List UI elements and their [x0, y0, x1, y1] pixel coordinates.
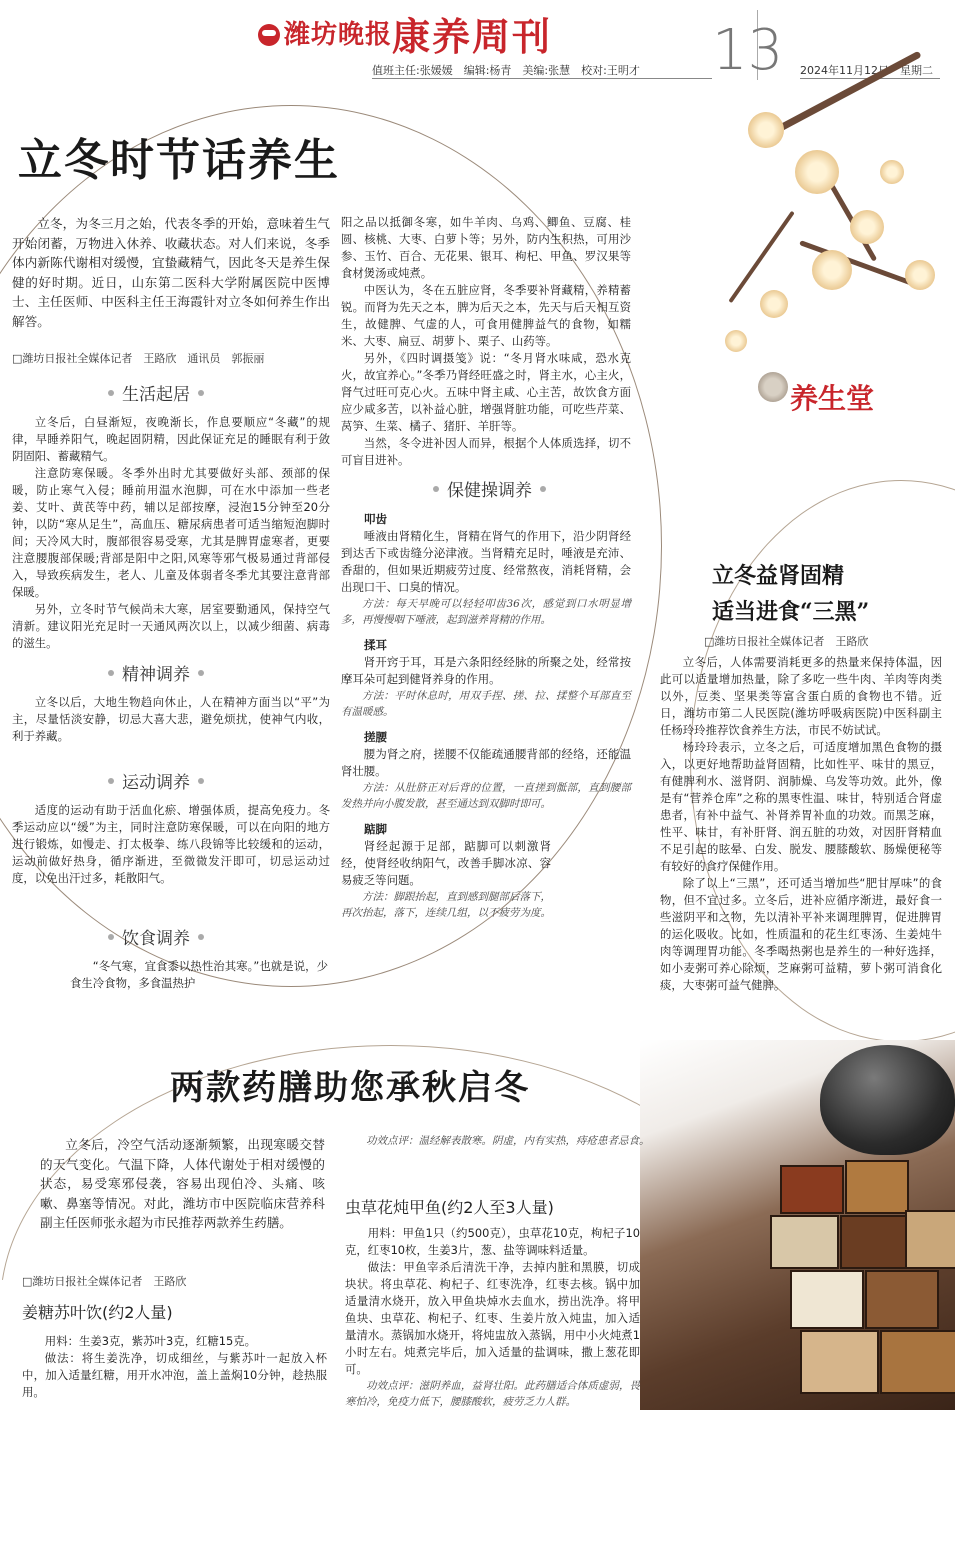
section-heading: 精神调养: [100, 660, 212, 685]
exercise-desc: 腰为肾之府，搓腰不仅能疏通腰背部的经络，还能温肾壮腰。: [341, 747, 631, 778]
section-body: [12, 414, 330, 652]
exercise-method: 方法：平时休息时，用双手捏、搓、拉、揉整个耳部直至有温暖感。: [341, 690, 631, 718]
article2-byline: □潍坊日报社全媒体记者 王路欣: [22, 1275, 187, 1288]
section-body: [70, 958, 328, 992]
exercise-desc: 肾开窍于耳，耳是六条阳经经脉的所聚之处，经常按摩耳朵可起到健肾养身的作用。: [341, 655, 631, 686]
paragraph: 中医认为，冬在五脏应肾，冬季要补肾藏精，养精蓄锐。而肾为先天之本，脾为后天之本，先天与后天相互资生，故健脾、气虚的人，可食用健脾益气的食物，如糯米、大枣、扁豆、胡萝卜、栗子、山药等。: [341, 283, 631, 348]
recipe-effect: [345, 1133, 663, 1149]
paragraph: 杨玲玲表示，立冬之后，可适度增加黑色食物的摄入，以更好地帮助益肾固精，比如性平、味甘的黑豆，有健脾利水、滋肾阴、润肺燥、乌发等功效。此外，像是有“营养仓库”之称的黑枣性温、味甘，特别适合肾虚患者，有补中益气、补肾养胃补血的功效。而黑芝麻，性平、味甘，有补肝肾、润五脏的功效，对因肝肾精血不足引起的眩晕、白发、脱发、腰膝酸软、肠燥便秘等有较好的食疗保健作用。: [660, 740, 942, 873]
paragraph: 另外，《四时调摄笺》说：“冬月肾水味咸，恐水克火，故宜养心。”冬季乃肾经旺盛之时，肾主水，心主火，肾气过旺可克心火。五味中肾主咸、心主苦，故饮食方面应少咸多苦，以补益心脏，增强肾脏功能，可吃些芹菜、莴笋、生菜、橘子、猪肝、羊肝等。: [341, 351, 631, 433]
side-article-byline: □潍坊日报社全媒体记者 王路欣: [704, 635, 869, 648]
exercise-item: [341, 820, 551, 921]
issue-date: 2024年11月12日 星期二: [800, 64, 933, 77]
exercise-item: [341, 728, 631, 812]
exercise-desc: 肾经起源于足部，踮脚可以刺激肾经，使肾经收纳阳气，改善手脚冰凉、容易疲乏等问题。: [341, 839, 551, 887]
bowl-photo: [820, 1045, 955, 1155]
section-body: [12, 802, 330, 887]
recipe-title: 虫草花炖甲鱼(约2人至3人量): [345, 1198, 554, 1217]
recipe-ingredients: 用料：生姜3克，紫苏叶3克，红糖15克。: [44, 1334, 257, 1348]
intro-paragraph: 立冬，为冬三月之始，代表冬季的开始，意味着生气开始闭蓄，万物进入休养、收藏状态。对人们来说，冬季体内新陈代谢相对缓慢，宜蛰藏精气，因此冬天是养生保健的好时期。近日，山东第二医科大学附属医院中医博士、主任医师、中医科主任王海霞针对立冬如何养生作出解答。: [12, 216, 330, 329]
recipe-effect-text: 功效点评：滋阴养血，益肾壮阳。此药膳适合体质虚弱，畏寒怕冷，免疫力低下，腰膝酸软，疲劳乏力人群。: [345, 1380, 640, 1408]
section-heading: 饮食调养: [100, 924, 212, 949]
header-rule: [372, 78, 712, 79]
intro-paragraph: 立冬后，冷空气活动逐渐频繁，出现寒暖交替的天气变化。气温下降，人体代谢处于相对缓慢的状态，易受寒邪侵袭，容易出现伯冷、头痛、咳嗽、鼻塞等情况。对此，潍坊市中医院临床营养科副主任医师张永超为市民推荐两款养生药膳。: [40, 1137, 325, 1230]
exercise-item: [341, 636, 631, 720]
recipe-method: 做法：甲鱼宰杀后清洗干净，去掉内脏和黑膜，切成块状。将虫草花、枸杞子、红枣洗净，红枣去核。锅中加适量清水烧开，放入甲鱼块焯水去血水，捞出洗净。将甲鱼块、虫草花、枸杞子、红枣、生姜片放入炖盅，加入适量清水。蒸锅加水烧开，将炖盅放入蒸锅，用中小火炖煮1小时左右。炖煮完毕后，加入适量的盐调味，撒上葱花即可。: [345, 1260, 640, 1376]
paper-name: 潍坊晚报: [284, 20, 393, 50]
article-title: 立冬时节话养生: [18, 135, 340, 186]
paragraph: 立冬后，白昼渐短，夜晚渐长，作息要顺应“冬藏”的规律，早睡养阳气，晚起固阴精，因此保证充足的睡眠有利于敛阴固阳、蓄藏精气。: [12, 415, 330, 463]
recipe-body: [22, 1333, 327, 1401]
article-title: 两款药膳助您承秋启冬: [170, 1068, 530, 1108]
paragraph: 立冬后，人体需要消耗更多的热量来保持体温，因此可以适量增加热量，除了多吃一些牛肉、羊肉等肉类以外，豆类、坚果类等富含蛋白质的食物也不错。近日，潍坊市第二人民医院(潍坊呼吸病医院)中医科副主任杨玲玲推荐饮食养生方法，市民不妨试试。: [660, 655, 942, 737]
article-byline: □潍坊日报社全媒体记者 王路欣 通讯员 郭振丽: [12, 352, 265, 365]
editor-credits: 值班主任:张媛媛 编辑:杨青 美编:张慧 校对:王明才: [372, 64, 640, 77]
logo-swirl-icon: [258, 24, 280, 46]
article2-intro: [40, 1135, 325, 1233]
recipe-method: 做法：将生姜洗净，切成细丝，与紫苏叶一起放入杯中，加入适量红糖，用开水冲泡，盖上盖焖10分钟，趁热服用。: [22, 1351, 327, 1399]
exercise-name: 搓腰: [364, 730, 387, 744]
paragraph: 立冬以后，大地生物趋向休止，人在精神方面当以“平”为主，尽量恬淡安静，切忌大喜大悲，避免烦扰，使神气内收，利于养藏。: [12, 695, 330, 743]
exercise-list: [341, 510, 631, 921]
exercise-name: 揉耳: [364, 638, 387, 652]
recipe-effect-text: 功效点评：温经解表散寒。阴虚，内有实热，痔疮患者忌食。: [366, 1135, 650, 1147]
side-article-title-line2: 适当进食“三黑”: [712, 599, 870, 625]
exercise-method: 方法：从肚脐正对后背的位置，一直搓到骶部，直到腰部发热并向小腹发散，甚至通达到双脚时即可。: [341, 782, 631, 810]
recipe-body: [345, 1225, 640, 1410]
exercise-name: 踮脚: [364, 822, 387, 836]
exercise-name: 叩齿: [364, 512, 387, 526]
mortar-icon: [758, 372, 788, 402]
paragraph: 注意防寒保暖。冬季外出时尤其要做好头部、颈部的保暖，防止寒气入侵；睡前用温水泡脚，可在水中添加一些老姜、艾叶、黄芪等中药，辅以足部按摩，浸泡15分钟至20分钟，以防“寒从足生”，高血压、糖尿病患者可适当缩短泡脚时间；天冷风大时，腹部很容易受寒，尤其是脾胃虚寒者，更要注意腰腹部保暖;背部是阳中之阳,风寒等邪气极易通过背部侵入，导致疾病发生，老人、儿童及体弱者冬季尤其要注意背部保暖。: [12, 466, 330, 599]
section-heading: 生活起居: [100, 380, 212, 405]
side-article-title-line1: 立冬益肾固精: [712, 563, 845, 589]
exercise-item: [341, 510, 631, 628]
paragraph: “冬气寒，宜食黍以热性治其寒。”也就是说，少食生冷食物，多食温热护: [70, 959, 328, 990]
exercise-desc: 唾液由肾精化生，肾精在肾气的作用下，沿少阴肾经到达舌下或齿缝分泌津液。当肾精充足时，唾液是充沛、香甜的，但如果近期疲劳过度、经常熬夜，消耗肾精，会出现口干、口臭的情况。: [341, 529, 631, 594]
section-heading: 运动调养: [100, 768, 212, 793]
exercise-method: 方法：每天早晚可以轻轻叩齿36次，感觉到口水明显增多，再慢慢咽下唾液，起到滋养肾精的作用。: [341, 598, 631, 626]
exercise-method: 方法：脚跟抬起，直到感到腿部后落下，再次抬起，落下，连续几组，以不疲劳为度。: [341, 891, 551, 919]
paragraph: 适度的运动有助于活血化瘀、增强体质，提高免疫力。冬季运动应以“缓”为主，同时注意防寒保暖，可以在向阳的地方进行锻炼，如慢走、打太极拳、练八段锦等比较缓和的运动，运动前做好热身，循序渐进，至微微发汗即可，切忌运动过度，以免出汗过多，耗散阳气。: [12, 803, 330, 885]
side-article-body: [660, 654, 942, 994]
recipe-title: 姜糖苏叶饮(约2人量): [22, 1303, 173, 1322]
recipe-ingredients: 用料：甲鱼1只（约500克），虫草花10克，枸杞子10克，红枣10枚，生姜3片，葱、盐等调味料适量。: [345, 1226, 640, 1257]
paragraph: 阳之品以抵御冬寒，如牛羊肉、乌鸡、鲫鱼、豆腐、桂圆、核桃、大枣、白萝卜等；另外，防内生积热，可用沙参、玉竹、百合、无花果、银耳、枸杞、甲鱼、罗汉果等食材煲汤或炖煮。: [341, 215, 631, 280]
paragraph: 除了以上“三黑”，还可适当增加些“肥甘厚味”的食物，但不宜过多。立冬后，进补应循序渐进，最好食一些滋阴平和之物，先以清补平补来调理脾胃，促进脾胃的运化吸收。比如，性质温和的花生红枣汤、生姜炖牛肉等调理胃功能。冬季喝热粥也是养生的一种好选择，如小麦粥可养心除烦，芝麻粥可益精，萝卜粥可消食化痰，大枣粥可益气健脾。: [660, 876, 942, 992]
section-heading: 保健操调养: [425, 476, 554, 501]
article-column-2: [341, 214, 631, 469]
section-title: 康养周刊: [392, 14, 553, 59]
page-number: 13: [712, 18, 784, 83]
column-label: 养生堂: [790, 382, 875, 415]
paragraph: 当然，冬令进补因人而异，根据个人体质选择，切不可盲目进补。: [341, 436, 631, 467]
paragraph: 另外，立冬时节气候尚未大寒，居室要勤通风，保持空气清新。建议阳光充足时一天通风两次以上，以减少细菌、病毒的滋生。: [12, 602, 330, 650]
section-body: [12, 694, 330, 745]
article-intro: [12, 214, 330, 331]
paper-logo: [258, 14, 392, 51]
